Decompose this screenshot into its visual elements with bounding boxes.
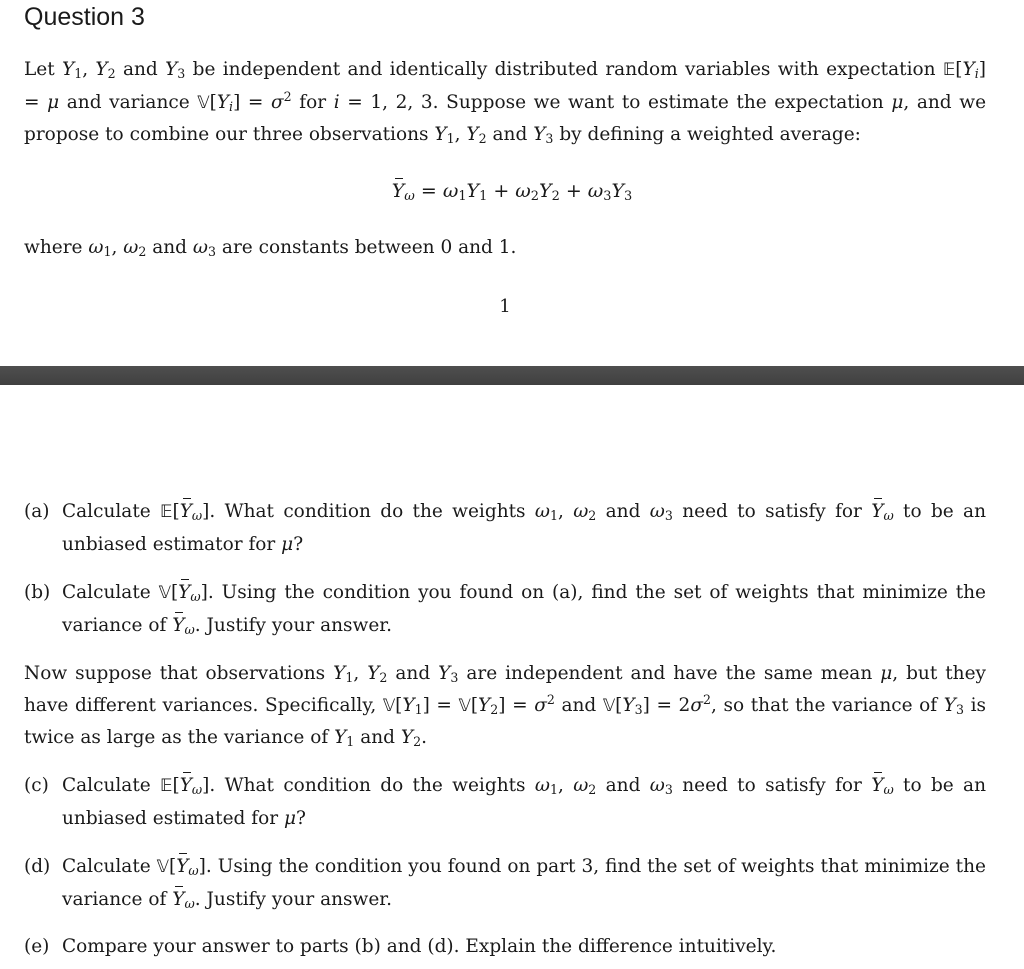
part-a: (a) Calculate $𝔼[Y_\omega]$. What condition do the weights $\omega_1$, $\omega_2$ and $\omega_3$ need to satisfy for $Y_\omega$ to be an unbiased estimator for μ? (24, 496, 986, 560)
part-label: (d) (24, 856, 51, 877)
where-clause: where $\omega_1$, $\omega_2$ and $\omega_3$ are constants between 0 and 1. (24, 237, 517, 260)
page-1 (0, 0, 1024, 366)
page-2 (0, 385, 1024, 969)
intro-paragraph: Let $Y_1$, $Y_2$ and $Y_3$ be independent and identically distributed random variables with expectation $𝔼[Y_i] = \mu$ and variance $𝕍[Y_i] = \sigma^2$ for i = 1, 2, 3. Suppose we want to estimate the expectation μ, and we propose to combine our three observations $Y_1$, $Y_2$ and $Y_3$ by defining a weighted average: (24, 59, 987, 147)
weighted-average-equation: $Y_\omega = \omega_1Y_1 + \omega_2Y_2 + \omega_3Y_3$ (0, 176, 1024, 206)
part-label: (c) (24, 775, 49, 796)
part-c: (c) Calculate $𝔼[Y_\omega]$. What condition do the weights $\omega_1$, $\omega_2$ and $\omega_3$ need to satisfy for $Y_\omega$ to be an unbiased estimated for μ? (24, 770, 986, 834)
different-variances-paragraph: Now suppose that observations $Y_1$, $Y_2$ and $Y_3$ are independent and have the same mean μ, but they have different variances. Specifically, $𝕍[Y_1]$ = $𝕍[Y_2] = \sigma^2$ and $𝕍[Y_3] = 2\sigma^2$, so that the variance of $Y_3$ is twice as large as the variance of $Y_1$ and $Y_2$. (24, 663, 987, 750)
part-label: (a) (24, 501, 50, 522)
part-b: (b) Calculate $𝕍[Y_\omega]$. Using the condition you found on (a), find the set of weights that minimize the variance of $Y_\omega$. Justify your answer. (24, 577, 986, 641)
part-label: (e) (24, 936, 50, 957)
page-number: 1 (499, 296, 511, 317)
part-d: (d) Calculate $𝕍[Y_\omega]$. Using the condition you found on part 3, find the set of weights that minimize the variance of $Y_\omega$. Justify your answer. (24, 851, 986, 915)
question-title: Question 3 (24, 3, 145, 31)
part-e-text: Compare your answer to parts (b) and (d). Explain the difference intuitively. (62, 936, 777, 957)
part-label: (b) (24, 582, 51, 603)
part-e (24, 931, 986, 963)
page-divider (0, 366, 1024, 386)
